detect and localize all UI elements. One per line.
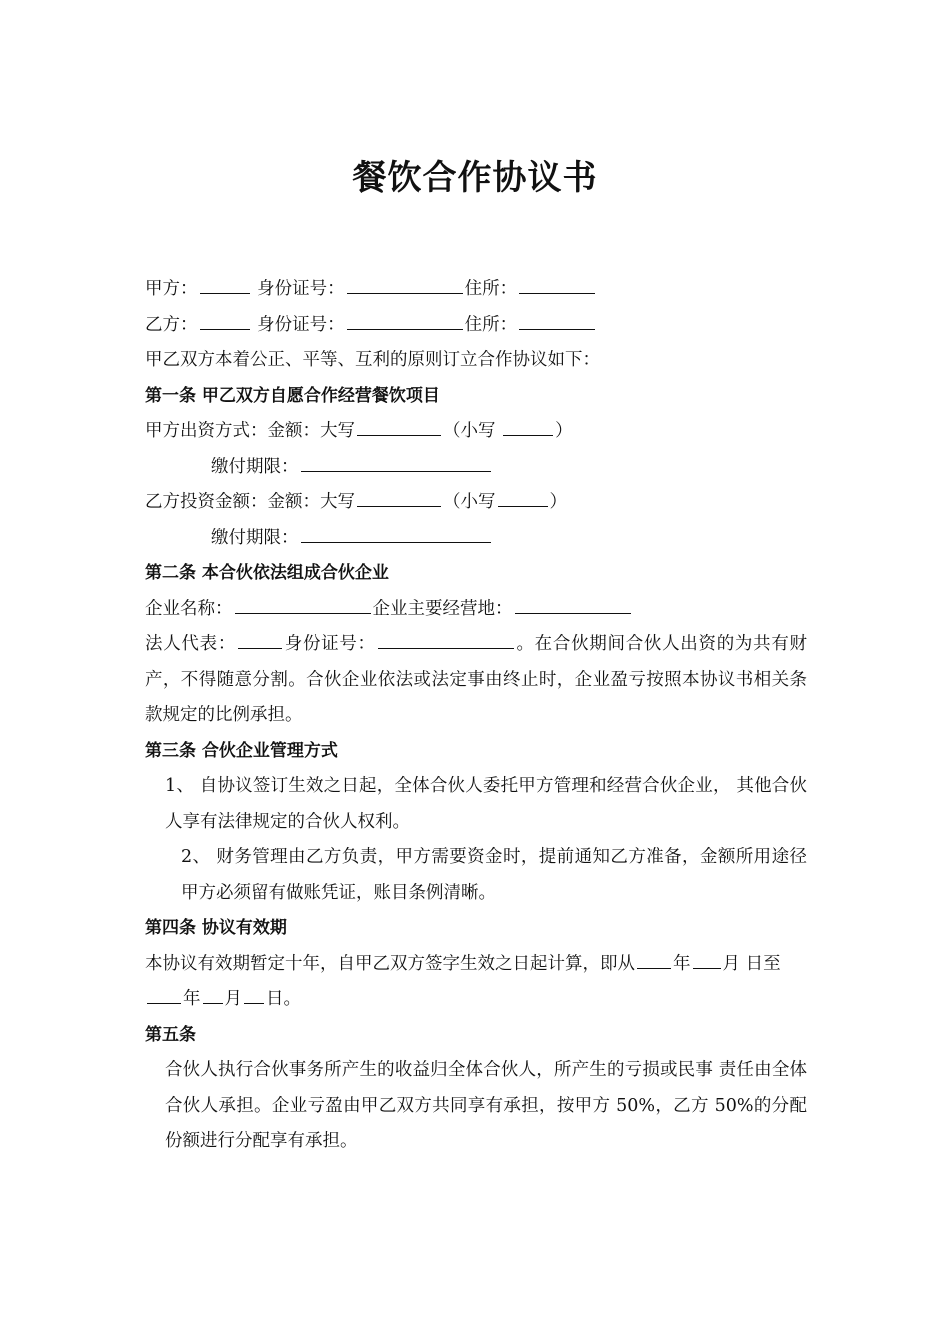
party-b-label: 乙方： xyxy=(145,314,198,335)
legal-rep-label: 法人代表： xyxy=(145,634,237,654)
party-a-deadline-line xyxy=(145,450,807,486)
enterprise-place-blank[interactable] xyxy=(515,594,631,613)
enterprise-name-blank[interactable] xyxy=(235,594,371,613)
article2-heading: 第二条 本合伙依法组成合伙企业 xyxy=(145,563,389,583)
party-a-amount-upper-blank[interactable] xyxy=(357,417,441,436)
end-month-blank[interactable] xyxy=(203,985,223,1004)
party-a-deadline-label: 缴付期限： xyxy=(211,456,299,477)
article4-text: 本协议有效期暂定十年，自甲乙双方签字生效之日起计算，即从 xyxy=(145,953,635,974)
party-a-id-blank[interactable] xyxy=(347,275,463,294)
party-b-deadline-label: 缴付期限： xyxy=(211,527,299,548)
article2-text: 。在合伙期间合伙人出资的为共有财产，不得随意分割。合伙企业依法或法定事由终止时，企业盈亏按照本协议书相关条款规定的比例承担。 xyxy=(145,634,808,725)
party-b-addr-label: 住所： xyxy=(464,314,518,335)
party-a-investment-line xyxy=(145,414,807,450)
party-b-investment-line xyxy=(145,485,807,521)
start-year-blank[interactable] xyxy=(637,949,671,968)
article4-heading: 第四条 协议有效期 xyxy=(145,918,287,938)
article1-heading: 第一条 甲乙双方自愿合作经营餐饮项目 xyxy=(145,385,440,406)
legal-rep-blank[interactable] xyxy=(238,630,282,649)
party-a-addr-label: 住所： xyxy=(464,279,518,299)
start-day-to-label: 日至 xyxy=(745,953,781,974)
article5-paragraph: 合伙人执行合伙事务所产生的收益归全体合伙人，所产生的亏损或民事 责任由全体合伙人承担。企业亏盈由甲乙双方共同享有承担，按甲方 50%，乙方 50%的分配份额进行分配享有承担。 xyxy=(165,1060,807,1151)
party-b-amount-lower-blank[interactable] xyxy=(498,488,548,507)
party-b-id-label: 身份证号： xyxy=(257,314,345,335)
article5-heading: 第五条 xyxy=(145,1024,196,1045)
party-a-addr-blank[interactable] xyxy=(519,275,595,294)
article4-end-line xyxy=(145,982,807,1018)
party-a-label: 甲方： xyxy=(145,279,198,299)
article3-item2: 2、 财务管理由乙方负责，甲方需要资金时，提前通知乙方准备，金额所用途径甲方必须留有做账凭证，账目条例清晰。 xyxy=(181,847,807,903)
enterprise-place-label: 企业主要经营地： xyxy=(372,598,513,619)
end-year-label: 年 xyxy=(183,989,201,1009)
start-month-label: 月 xyxy=(722,953,740,974)
party-b-name-blank[interactable] xyxy=(200,310,250,329)
party-b-deadline-line xyxy=(145,521,807,557)
small-close-b: ） xyxy=(549,492,567,512)
small-close-a: ） xyxy=(555,421,573,441)
end-day-label: 日。 xyxy=(266,989,301,1009)
party-a-name-blank[interactable] xyxy=(200,275,250,294)
party-b-id-blank[interactable] xyxy=(347,310,463,329)
party-a-deadline-blank[interactable] xyxy=(301,452,491,471)
article4-paragraph xyxy=(145,947,807,983)
end-month-label: 月 xyxy=(224,989,242,1009)
article3-item1: 1、 自协议签订生效之日起，全体合伙人委托甲方管理和经营合伙企业， 其他合伙人享有法律规定的合伙人权利。 xyxy=(165,776,807,832)
party-a-id-label: 身份证号： xyxy=(257,279,345,299)
party-b-amount-upper-blank[interactable] xyxy=(357,488,441,507)
start-month-blank[interactable] xyxy=(693,949,721,968)
article2-paragraph xyxy=(145,627,807,734)
enterprise-name-label: 企业名称： xyxy=(145,598,233,619)
end-day-blank[interactable] xyxy=(244,985,264,1004)
intro-text: 甲乙双方本着公正、平等、互利的原则订立合作协议如下： xyxy=(145,350,600,370)
party-a-amount-lower-blank[interactable] xyxy=(503,417,553,436)
legal-rep-id-blank[interactable] xyxy=(378,630,514,649)
party-b-addr-blank[interactable] xyxy=(519,310,595,329)
party-a-line xyxy=(145,272,807,308)
party-a-investment-label: 甲方出资方式：金额：大写 xyxy=(145,421,355,441)
enterprise-line xyxy=(145,592,807,628)
small-open-b: （小写 xyxy=(443,492,496,512)
start-year-label: 年 xyxy=(673,953,691,974)
legal-rep-id-label: 身份证号： xyxy=(284,634,376,654)
party-b-line xyxy=(145,308,807,344)
article3-heading: 第三条 合伙企业管理方式 xyxy=(145,740,338,761)
small-open-a: （小写 xyxy=(443,421,496,441)
party-b-investment-label: 乙方投资金额：金额：大写 xyxy=(145,492,355,512)
party-b-deadline-blank[interactable] xyxy=(301,523,491,542)
end-year-blank[interactable] xyxy=(147,985,181,1004)
document-body xyxy=(145,272,807,1160)
document-title: 餐饮合作协议书 xyxy=(352,158,598,198)
